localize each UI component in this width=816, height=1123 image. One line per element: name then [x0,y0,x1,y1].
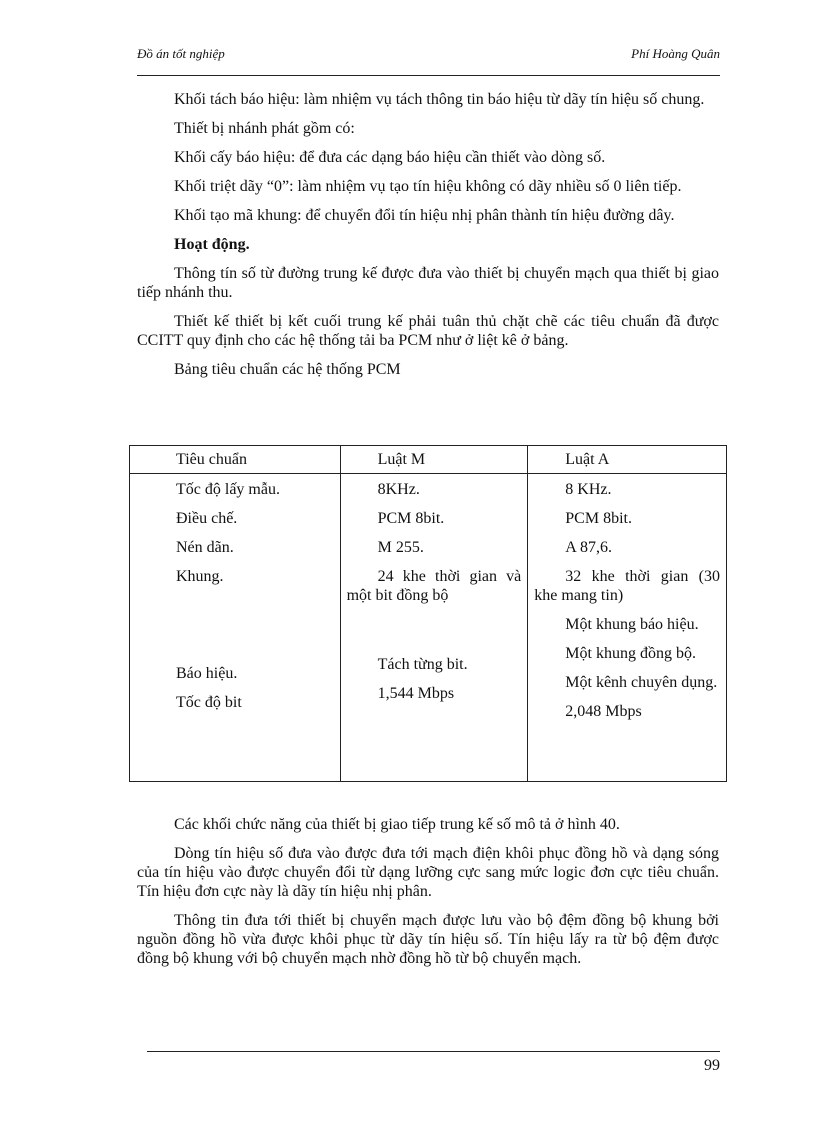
table-cell: 24 khe thời gian và một bit đồng bộ [346,568,522,604]
table-cell: Khung. [176,568,224,585]
table-header-cell: Luật M [340,446,528,474]
table-cell: Nén dãn. [176,539,234,556]
table-cell: Một khung báo hiệu. [565,616,699,633]
table-header-row [130,446,727,474]
paragraph: Khối cấy báo hiệu: để đưa các dạng báo hiệu cần thiết vào dòng số. [174,149,606,166]
table-cell: M 255. [377,539,424,556]
table-cell: PCM 8bit. [565,510,632,527]
paragraph: Thiết bị nhánh phát gồm có: [174,120,355,137]
paragraph: Các khối chức năng của thiết bị giao tiếp trung kế số mô tả ở hình 40. [174,816,620,833]
header-thesis-title: Đồ án tốt nghiệp [137,46,225,61]
law-a-column [528,474,727,782]
criteria-column [130,474,341,782]
paragraph: Thiết kế thiết bị kết cuối trung kế phải tuân thủ chặt chẽ các tiêu chuẩn đã được CCITT quy định cho các hệ thống tải ba PCM như ở liệt kê ở bảng. [137,313,719,349]
law-m-column [340,474,528,782]
table-cell: 2,048 Mbps [565,703,642,720]
table-caption: Bảng tiêu chuẩn các hệ thống PCM [174,361,401,378]
paragraph: Thông tin đưa tới thiết bị chuyển mạch được lưu vào bộ đệm đồng bộ khung bởi nguồn đồng hồ vừa được khôi phục từ dãy tín hiệu số. Tín hiệu lấy ra từ bộ đệm được đồng bộ khung với bộ chuyển mạch nhờ đồng hồ từ bộ chuyển mạch. [137,912,719,967]
header-divider [137,75,720,76]
table-cell: Điều chế. [176,510,238,527]
table-cell: Tốc độ bit [176,694,242,711]
table-header-cell: Tiêu chuẩn [130,446,341,474]
table-cell: 8KHz. [377,481,420,498]
table-cell: 8 KHz. [565,481,612,498]
footer-divider [147,1051,720,1052]
table-cell: Báo hiệu. [176,665,238,682]
table-cell: Tốc độ lấy mẫu. [176,481,280,498]
page-number: 99 [704,1057,720,1074]
paragraph: Thông tín số từ đường trung kế được đưa vào thiết bị chuyển mạch qua thiết bị giao tiếp nhánh thu. [137,265,719,301]
table-cell: PCM 8bit. [377,510,445,527]
body-text-top [137,90,719,382]
paragraph: Khối tạo mã khung: để chuyển đổi tín hiệu nhị phân thành tín hiệu đường dây. [174,207,675,224]
header-author: Phí Hoàng Quân [631,46,720,61]
paragraph: Khối tách báo hiệu: làm nhiệm vụ tách thông tin báo hiệu từ dãy tín hiệu số chung. [174,91,705,108]
paragraph: Khối triệt dãy “0”: làm nhiệm vụ tạo tín hiệu không có dãy nhiều số 0 liên tiếp. [174,178,682,195]
table-body-row [130,474,727,782]
section-heading: Hoạt động. [174,236,250,253]
table-cell: Tách từng bit. [377,656,468,673]
table-cell: 32 khe thời gian (30 khe mang tin) [534,568,720,604]
pcm-standards-table [129,445,727,782]
table-cell: Một khung đồng bộ. [565,645,696,662]
paragraph: Dòng tín hiệu số đưa vào được đưa tới mạch điện khôi phục đồng hồ và dạng sóng của tín hiệu vào được chuyển đổi từ dạng lưỡng cực sang mức logic đơn cực tiêu chuẩn. Tín hiệu đơn cực này là dãy tín hiệu nhị phân. [137,845,719,900]
table-header-cell: Luật A [528,446,727,474]
table-cell: A 87,6. [565,539,612,556]
table-cell: 1,544 Mbps [377,685,455,702]
table-cell: Một kênh chuyên dụng. [565,674,718,691]
body-text-bottom [137,815,719,978]
